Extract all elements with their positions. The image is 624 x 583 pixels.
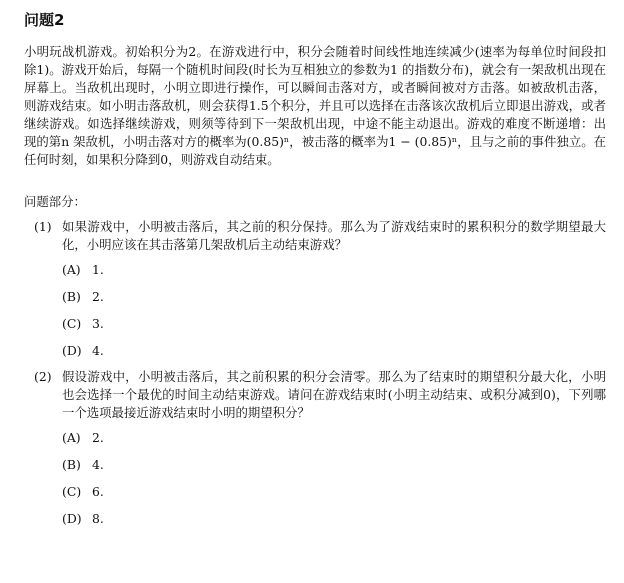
option-d (62, 342, 606, 360)
option-a (62, 429, 606, 447)
option-label: (C) (62, 484, 82, 499)
option-list (62, 429, 606, 528)
section-label: 问题部分： (24, 194, 86, 209)
option-value: 8. (92, 511, 104, 526)
option-value: 3. (92, 316, 104, 331)
question-1 (24, 218, 606, 360)
option-value: 4. (92, 457, 104, 472)
option-value: 2. (92, 289, 104, 304)
question-text: 如果游戏中，小明被击落后，其之前的积分保持。那么为了游戏结束时的累积积分的数学期望最大化，小明应该在其击落第几架敌机后主动结束游戏？ (62, 219, 606, 252)
question-number: (2) (34, 369, 52, 384)
problem-title: 问题2 (24, 11, 65, 29)
option-label: (D) (62, 511, 82, 526)
option-label: (A) (62, 430, 81, 445)
option-label: (B) (62, 289, 81, 304)
option-list (62, 261, 606, 360)
problem-statement: 小明玩战机游戏。初始积分为2。在游戏进行中，积分会随着时间线性地连续减少(速率为每单位时间段扣除1)。游戏开始后，每隔一个随机时间段(时长为互相独立的参数为1 的指数分布)，就会有一架敌机出现在屏幕上。当敌机出现时，小明立即进行操作，可以瞬间击落对方，或者瞬间被对方击落。如被敌机击落，则游戏结束。如小明击落敌机，则会获得1.5个积分，并且可以选择在击落该次敌机后立即退出游戏，或者继续游戏。如选择继续游戏，则须等待到下一架敌机出现，中途不能主动退出。游戏的难度不断递增：出现的第n 架敌机，小明击落对方的概率为(0.85)ⁿ，被击落的概率为1 − (0.85)ⁿ，且与之前的事件独立。在任何时刻，如果积分降到0，则游戏自动结束。 (24, 44, 606, 167)
option-label: (B) (62, 457, 81, 472)
option-c (62, 483, 606, 501)
option-b (62, 288, 606, 306)
option-value: 2. (92, 430, 104, 445)
question-2 (24, 368, 606, 528)
option-c (62, 315, 606, 333)
option-value: 4. (92, 343, 104, 358)
question-text: 假设游戏中，小明被击落后，其之前积累的积分会清零。那么为了结束时的期望积分最大化，小明也会选择一个最优的时间主动结束游戏。请问在游戏结束时(小明主动结束、或积分减到0)，下列哪一个选项最接近游戏结束时小明的期望积分？ (62, 369, 606, 420)
option-a (62, 261, 606, 279)
option-label: (C) (62, 316, 82, 331)
question-number: (1) (34, 219, 52, 234)
option-d (62, 510, 606, 528)
option-value: 6. (92, 484, 104, 499)
option-b (62, 456, 606, 474)
option-label: (D) (62, 343, 82, 358)
option-label: (A) (62, 262, 81, 277)
option-value: 1. (92, 262, 104, 277)
